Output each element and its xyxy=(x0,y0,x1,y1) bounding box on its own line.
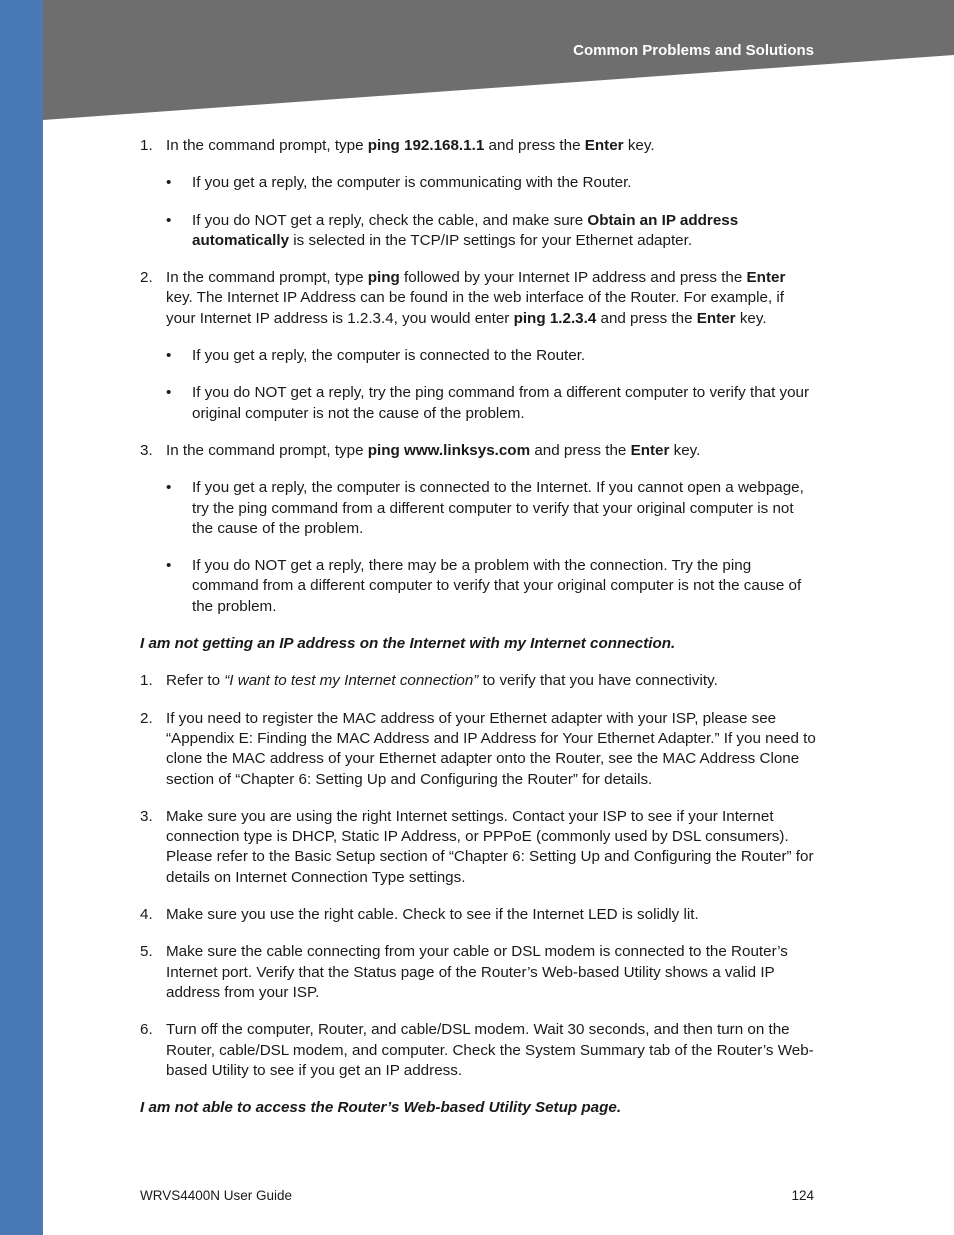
step-text xyxy=(166,1020,816,1081)
bold-text: Enter xyxy=(630,441,670,459)
text-run: Make sure you are using the right Internet settings. Contact your ISP to see if your Internet connection type is DHCP, Static IP Address, or PPPoE (commonly used by DSL consumers). Please refer to the Basic Setup section of “Chapter 6: Setting Up and Configuring the Router” for details on Internet Connection Type settings. xyxy=(166,807,814,886)
text-run: followed by your Internet IP address and press the xyxy=(399,269,747,287)
text-run: Turn off the computer, Router, and cable/DSL modem. Wait 30 seconds, and then turn on the Router, cable/DSL modem, and computer. Check the System Summary tab of the Router’s Web-based Utility to see if you get an IP address. xyxy=(166,1021,814,1079)
text-run: If you get a reply, the computer is connected to the Internet. If you cannot open a webpage, try the ping command from a different computer to verify that your original computer is not the cause of the problem. xyxy=(192,479,804,537)
text-run: to verify that you have connectivity. xyxy=(478,672,718,690)
numbered-step xyxy=(140,905,816,925)
numbered-step xyxy=(140,671,816,691)
step-number: 4. xyxy=(140,906,153,924)
bullet-text xyxy=(192,478,816,539)
bullet-dot: • xyxy=(166,479,172,497)
bullet-dot: • xyxy=(166,174,172,192)
text-run: is selected in the TCP/IP settings for your Ethernet adapter. xyxy=(289,231,693,249)
text-run: In the command prompt, type xyxy=(166,441,368,459)
numbered-step xyxy=(140,709,816,790)
step-text xyxy=(166,441,816,461)
ip-address-steps-list xyxy=(140,671,816,1081)
text-run: If you do NOT get a reply, try the ping command from a different computer to verify that your original computer is not the cause of the problem. xyxy=(192,384,810,422)
text-run: If you get a reply, the computer is connected to the Router. xyxy=(192,347,586,365)
bullet-dot: • xyxy=(166,211,172,229)
bold-text: ping 1.2.3.4 xyxy=(513,309,597,327)
text-run: If you do NOT get a reply, there may be a problem with the connection. Try the ping command from a different computer to verify that your original computer is not the cause of the problem. xyxy=(192,557,802,615)
text-run: If you need to register the MAC address of your Ethernet adapter with your ISP, please see “Appendix E: Finding the MAC Address and IP Address for Your Ethernet Adapter.” If you need to clone the MAC address of your Ethernet adapter onto the Router, see the MAC Address Clone section of “Chapter 6: Setting Up and Configuring the Router” for details. xyxy=(166,709,816,788)
bullet-item xyxy=(166,478,816,539)
numbered-step xyxy=(140,942,816,1003)
bullet-item xyxy=(166,556,816,617)
page-content xyxy=(140,136,816,1135)
text-run: Make sure you use the right cable. Check to see if the Internet LED is solidly lit. xyxy=(166,906,699,924)
step-number: 3. xyxy=(140,807,153,825)
step-text xyxy=(166,671,816,691)
bullet-text xyxy=(192,173,816,193)
text-run: key. The Internet IP Address can be found in the web interface of the Router. For example, if your Internet IP address is 1.2.3.4, you would enter xyxy=(166,289,784,327)
bullet-dot: • xyxy=(166,384,172,402)
bullet-text xyxy=(192,211,816,252)
step-number: 3. xyxy=(140,441,153,459)
bold-text: Enter xyxy=(584,137,624,154)
text-run: key. xyxy=(735,309,767,327)
bullet-text xyxy=(192,383,816,424)
bullet-text xyxy=(192,346,816,366)
step-text xyxy=(166,905,816,925)
text-run: Refer to xyxy=(166,672,225,690)
step-number: 6. xyxy=(140,1021,153,1039)
text-run: and press the xyxy=(596,309,697,327)
bullet-dot: • xyxy=(166,347,172,365)
bold-text: Obtain an IP address automatically xyxy=(192,211,739,249)
footer-guide-name: WRVS4400N User Guide xyxy=(140,1188,293,1203)
italic-text: “I want to test my Internet connection” xyxy=(224,672,479,690)
bullet-item xyxy=(166,383,816,424)
numbered-step xyxy=(140,136,816,156)
text-run: key. xyxy=(623,137,655,154)
step-text xyxy=(166,136,816,156)
step-text xyxy=(166,268,816,329)
bullet-item xyxy=(166,346,816,366)
bullet-text xyxy=(192,556,816,617)
text-run: In the command prompt, type xyxy=(166,137,368,154)
bullet-dot: • xyxy=(166,557,172,575)
bold-text: Enter xyxy=(746,269,786,287)
numbered-step xyxy=(140,807,816,888)
ping-steps-list xyxy=(140,136,816,617)
section-heading-ip-address: I am not getting an IP address on the Internet with my Internet connection. xyxy=(140,635,676,653)
side-bar xyxy=(0,0,43,1235)
text-run: key. xyxy=(669,441,701,459)
step-text xyxy=(166,942,816,1003)
text-run: If you do NOT get a reply, check the cable, and make sure xyxy=(192,211,588,229)
bold-text: ping www.linksys.com xyxy=(367,441,531,459)
bold-text: Enter xyxy=(696,309,736,327)
numbered-step xyxy=(140,1020,816,1081)
header-band xyxy=(43,0,954,125)
bold-text: ping xyxy=(367,269,400,287)
step-number: 2. xyxy=(140,269,153,287)
text-run: If you get a reply, the computer is communicating with the Router. xyxy=(192,174,632,192)
bullet-item xyxy=(166,211,816,252)
text-run: Make sure the cable connecting from your cable or DSL modem is connected to the Router’s Internet port. Verify that the Status page of the Router’s Web-based Utility shows a valid IP address from your ISP. xyxy=(166,943,788,1001)
step-number: 5. xyxy=(140,943,153,961)
step-number: 2. xyxy=(140,709,153,727)
header-section-title: Common Problems and Solutions xyxy=(573,42,814,59)
text-run: and press the xyxy=(484,137,585,154)
step-number: 1. xyxy=(140,137,153,154)
section-heading-web-utility: I am not able to access the Router’s Web-based Utility Setup page. xyxy=(140,1099,622,1117)
step-number: 1. xyxy=(140,672,153,690)
step-text xyxy=(166,709,816,790)
numbered-step xyxy=(140,268,816,329)
numbered-step xyxy=(140,441,816,461)
text-run: and press the xyxy=(530,441,631,459)
bullet-item xyxy=(166,173,816,193)
bold-text: ping 192.168.1.1 xyxy=(367,137,485,154)
text-run: In the command prompt, type xyxy=(166,269,368,287)
footer-page-number: 124 xyxy=(791,1188,814,1203)
step-text xyxy=(166,807,816,888)
